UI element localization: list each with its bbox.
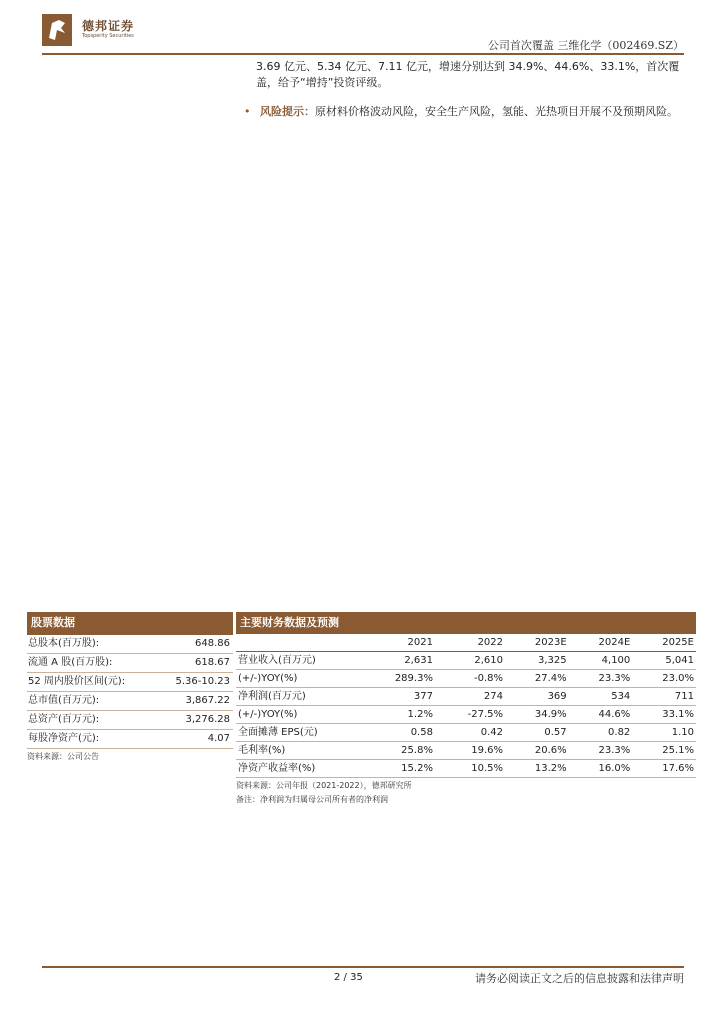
stock-data-row: [27, 654, 233, 673]
table-row: [236, 706, 696, 724]
table-cell: 17.6%: [632, 760, 696, 778]
stock-data-title: 股票数据: [27, 612, 233, 634]
table-cell: 13.2%: [505, 760, 569, 778]
page-number: 2 / 35: [334, 972, 363, 983]
brand-cn-name: 德邦证券: [82, 19, 135, 33]
row-label: 营业收入(百万元): [236, 652, 360, 670]
bullet-icon: •: [244, 105, 251, 118]
table-cell: 25.1%: [632, 742, 696, 760]
stock-data-label: 流通 A 股(百万股):: [28, 657, 113, 668]
stock-data-value: 648.86: [195, 638, 230, 649]
row-label: 毛利率(%): [236, 742, 360, 760]
table-cell: 25.8%: [360, 742, 435, 760]
table-cell: 10.5%: [435, 760, 505, 778]
table-cell: 15.2%: [360, 760, 435, 778]
table-row: [236, 652, 696, 670]
table-cell: 534: [569, 688, 633, 706]
stock-data-value: 618.67: [195, 657, 230, 668]
table-cell: 5,041: [632, 652, 696, 670]
table-cell: 23.3%: [569, 670, 633, 688]
column-header: 2024E: [569, 634, 633, 652]
stock-data-label: 总股本(百万股):: [28, 638, 100, 649]
stock-data-row: [27, 730, 233, 749]
stock-data-row: [27, 634, 233, 654]
column-header: 2022: [435, 634, 505, 652]
table-cell: 4,100: [569, 652, 633, 670]
table-row: [236, 742, 696, 760]
stock-data-row: [27, 673, 233, 692]
row-label: (+/-)YOY(%): [236, 670, 360, 688]
table-cell: 27.4%: [505, 670, 569, 688]
table-cell: 0.42: [435, 724, 505, 742]
stock-data-label: 总市值(百万元):: [28, 695, 100, 706]
table-cell: 1.2%: [360, 706, 435, 724]
table-cell: 274: [435, 688, 505, 706]
header-divider: [42, 53, 684, 55]
table-cell: 2,631: [360, 652, 435, 670]
table-cell: 33.1%: [632, 706, 696, 724]
risk-text: 原材料价格波动风险，安全生产风险，氢能、光热项目开展不及预期风险。: [315, 105, 678, 118]
table-cell: 16.0%: [569, 760, 633, 778]
stock-data-value: 4.07: [207, 733, 230, 744]
stock-data-label: 每股净资产(元):: [28, 733, 100, 744]
header-title: 公司首次覆盖 三维化学（002469.SZ）: [487, 39, 684, 52]
summary-continuation: 3.69 亿元、5.34 亿元、7.11 亿元，增速分别达到 34.9%、44.6%、33.1%，首次覆盖，给予“增持”投资评级。: [256, 60, 680, 89]
stock-data-label: 52 周内股价区间(元):: [28, 676, 126, 687]
stock-data-source: 资料来源：公司公告: [27, 752, 99, 761]
table-cell: 19.6%: [435, 742, 505, 760]
stock-data-value: 3,276.28: [185, 714, 230, 725]
table-cell: 23.0%: [632, 670, 696, 688]
table-cell: 0.58: [360, 724, 435, 742]
financial-note: 备注：净利润为归属母公司所有者的净利润: [236, 795, 388, 804]
risk-bullet: [244, 104, 686, 120]
table-cell: 0.82: [569, 724, 633, 742]
table-cell: 711: [632, 688, 696, 706]
stock-data-label: 总资产(百万元):: [28, 714, 100, 725]
row-label: 净资产收益率(%): [236, 760, 360, 778]
brand-en-name: Topsperity Securities: [82, 33, 134, 39]
footer-disclaimer: 请务必阅读正文之后的信息披露和法律声明: [475, 972, 684, 985]
financial-forecast-title: 主要财务数据及预测: [236, 612, 696, 634]
stock-data-panel: [27, 612, 233, 762]
table-cell: 0.57: [505, 724, 569, 742]
financial-forecast-panel: [236, 612, 696, 806]
column-header: 2023E: [505, 634, 569, 652]
table-row: [236, 724, 696, 742]
financial-source: 资料来源：公司年报（2021-2022），德邦研究所: [236, 781, 412, 790]
stock-data-value: 3,867.22: [185, 695, 230, 706]
table-cell: 23.3%: [569, 742, 633, 760]
table-cell: 289.3%: [360, 670, 435, 688]
column-header: [236, 634, 360, 652]
table-cell: -0.8%: [435, 670, 505, 688]
stock-data-value: 5.36-10.23: [175, 676, 230, 687]
table-cell: -27.5%: [435, 706, 505, 724]
stock-data-row: [27, 692, 233, 711]
footer-divider: [42, 966, 684, 968]
table-cell: 369: [505, 688, 569, 706]
table-cell: 2,610: [435, 652, 505, 670]
table-row: [236, 760, 696, 778]
table-cell: 44.6%: [569, 706, 633, 724]
financial-forecast-table: [236, 634, 696, 778]
table-row: [236, 688, 696, 706]
table-cell: 3,325: [505, 652, 569, 670]
table-cell: 1.10: [632, 724, 696, 742]
table-cell: 34.9%: [505, 706, 569, 724]
row-label: (+/-)YOY(%): [236, 706, 360, 724]
table-cell: 377: [360, 688, 435, 706]
column-header: 2021: [360, 634, 435, 652]
column-header: 2025E: [632, 634, 696, 652]
table-cell: 20.6%: [505, 742, 569, 760]
company-logo: [42, 14, 152, 46]
table-row: [236, 670, 696, 688]
risk-label: 风险提示：: [260, 105, 315, 118]
stock-data-row: [27, 711, 233, 730]
row-label: 全面摊薄 EPS(元): [236, 724, 360, 742]
topsperity-logo-icon: [42, 14, 72, 46]
row-label: 净利润(百万元): [236, 688, 360, 706]
